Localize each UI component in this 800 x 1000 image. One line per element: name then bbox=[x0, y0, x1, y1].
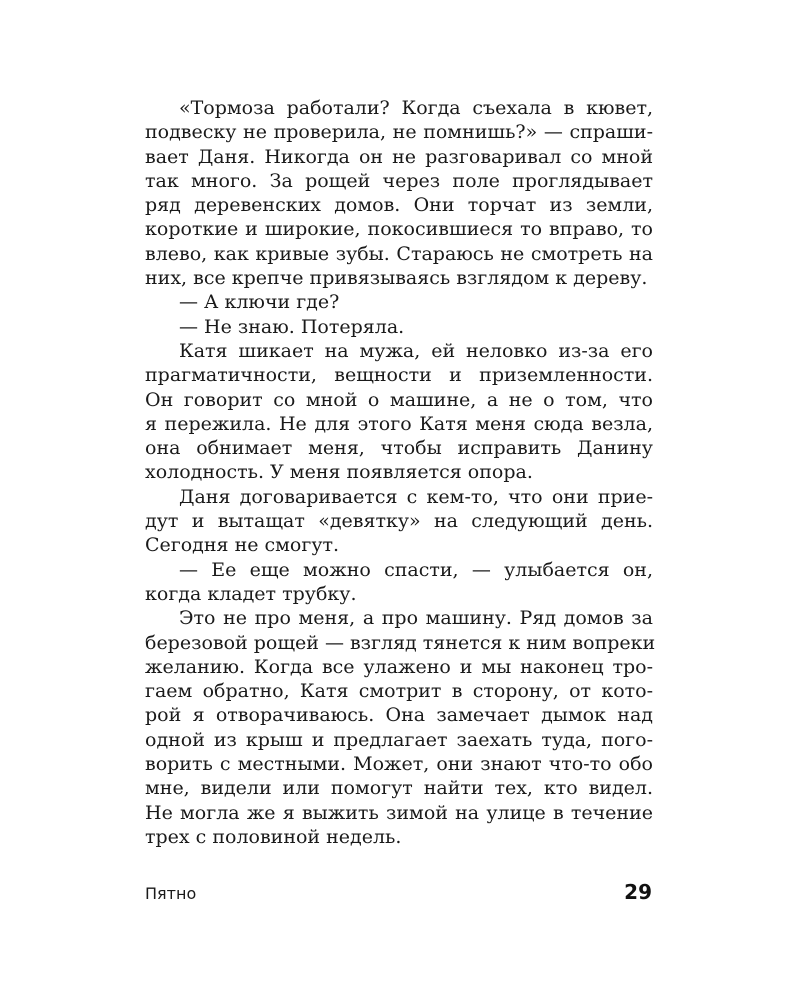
text-line: Не могла же я выжить зимой на улице в течение bbox=[145, 801, 653, 824]
text-line: Он говорит со мной о машине, а не о том, что bbox=[145, 388, 653, 411]
text-line: — Не знаю. Потеряла. bbox=[179, 315, 405, 338]
text-line: влево, как кривые зубы. Стараюсь не смотреть на bbox=[145, 242, 653, 265]
text-line: гаем обратно, Катя смотрит в сторону, от кото- bbox=[145, 680, 653, 703]
text-line: дут и вытащат «девятку» на следующий день. bbox=[145, 510, 653, 533]
text-line: короткие и широкие, покосившиеся то вправо, то bbox=[145, 218, 653, 241]
text-line: Сегодня не смогут. bbox=[145, 534, 340, 557]
text-line: Это не про меня, а про машину. Ряд домов за bbox=[179, 607, 653, 630]
running-footer-title: Пятно bbox=[145, 884, 197, 903]
text-line: Катя шикает на мужа, ей неловко из-за его bbox=[179, 339, 653, 362]
text-line: холодность. У меня появляется опора. bbox=[145, 461, 533, 484]
text-line: Даня договаривается с кем-то, что они прие- bbox=[179, 485, 653, 508]
text-line: так много. За рощей через поле проглядывает bbox=[145, 169, 653, 192]
body-text bbox=[145, 96, 656, 849]
text-line: «Тормоза работали? Когда съехала в кювет, bbox=[179, 97, 653, 119]
text-line: ворить с местными. Может, они знают что-то обо bbox=[145, 753, 653, 776]
text-line: вает Даня. Никогда он не разговаривал со мной bbox=[145, 145, 653, 168]
text-line: одной из крыш и предлагает заехать туда, пого- bbox=[145, 728, 653, 751]
page-number: 29 bbox=[624, 880, 652, 904]
text-line: я пережила. Не для этого Катя меня сюда везла, bbox=[145, 412, 653, 435]
text-line: трех с половиной недель. bbox=[145, 825, 402, 848]
text-line: подвеску не проверила, не помнишь?» — спраши- bbox=[145, 121, 653, 144]
text-line: них, все крепче привязываясь взглядом к дереву. bbox=[145, 267, 648, 290]
text-line: — Ее еще можно спасти, — улыбается он, bbox=[179, 558, 653, 581]
text-line: когда кладет трубку. bbox=[145, 582, 357, 605]
text-line: — А ключи где? bbox=[179, 291, 340, 314]
text-line: прагматичности, вещности и приземленности. bbox=[145, 364, 653, 387]
text-line: мне, видели или помогут найти тех, кто видел. bbox=[145, 777, 653, 800]
text-line: рой я отворачиваюсь. Она замечает дымок над bbox=[145, 704, 653, 727]
text-line: березовой рощей — взгляд тянется к ним вопреки bbox=[145, 631, 656, 654]
text-line: она обнимает меня, чтобы исправить Данину bbox=[145, 437, 653, 460]
text-line: ряд деревенских домов. Они торчат из земли, bbox=[145, 194, 653, 217]
text-line: желанию. Когда все улажено и мы наконец тро- bbox=[145, 655, 653, 678]
